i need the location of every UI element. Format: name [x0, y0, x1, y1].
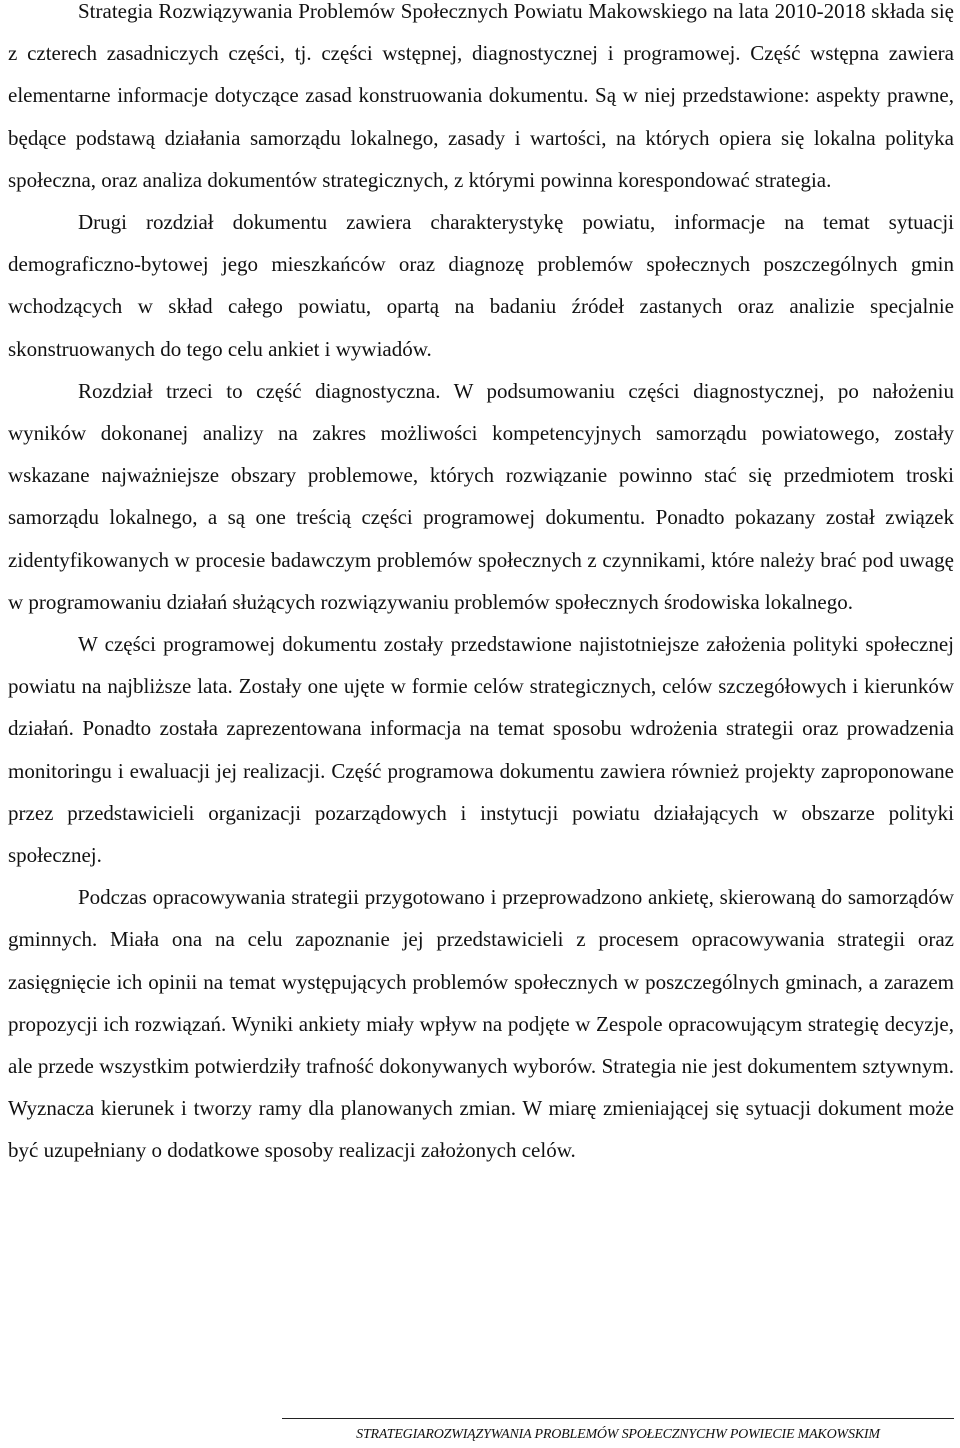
paragraph-chapter-three: Rozdział trzeci to część diagnostyczna. W podsumowaniu części diagnostycznej, po nałożeniu wyników dokonanej analizy na zakres możliwości kompetencyjnych samorządu powiatowego, zostały wskazane najważniejsze obszary problemowe, których rozwiązanie powinno stać się przedmiotem troski samorządu lokalnego, a są one treścią części programowej dokumentu. Ponadto pokazany został związek zidentyfikowanych w procesie badawczym problemów społecznych z czynnikami, które należy brać pod uwagę w programowaniu działań służących rozwiązywaniu problemów społecznych środowiska lokalnego. — [8, 378, 954, 614]
paragraph-chapter-two: Drugi rozdział dokumentu zawiera charakterystykę powiatu, informacje na temat sytuacji demograficzno-bytowej jego mieszkańców oraz diagnozę problemów społecznych poszczególnych gmin wchodzących w skład całego powiatu, opartą na badaniu źródeł zastanych oraz analizie specjalnie skonstruowanych do tego celu ankiet i wywiadów. — [8, 210, 954, 361]
footer-divider — [282, 1418, 954, 1419]
document-body — [8, 0, 954, 1172]
paragraph-intro: Strategia Rozwiązywania Problemów Społecznych Powiatu Makowskiego na lata 2010-2018 składa się z czterech zasadniczych części, tj. części wstępnej, diagnostycznej i programowej. Część wstępna zawiera elementarne informacje dotyczące zasad konstruowania dokumentu. Są w niej przedstawione: aspekty prawne, będące podstawą działania samorządu lokalnego, zasady i wartości, na których opiera się lokalna polityka społeczna, oraz analiza dokumentów strategicznych, z którymi powinna korespondować strategia. — [8, 0, 954, 192]
paragraph-survey: Podczas opracowywania strategii przygotowano i przeprowadzono ankietę, skierowaną do samorządów gminnych. Miała ona na celu zapoznanie jej przedstawicieli z procesem opracowywania strategii oraz zasięgnięcie ich opinii na temat występujących problemów społecznych w poszczególnych gminach, a zarazem propozycji ich rozwiązań. Wyniki ankiety miały wpływ na podjęte w Zespole opracowującym strategię decyzje, ale przede wszystkim potwierdziły trafność dokonywanych wyborów. Strategia nie jest dokumentem sztywnym. Wyznacza kierunek i tworzy ramy dla planowanych zmian. W miarę zmieniającej się sytuacji dokument może być uzupełniany o dodatkowe sposoby realizacji założonych celów. — [8, 885, 954, 1163]
page-footer: STRATEGIAROZWIĄZYWANIA PROBLEMÓW SPOŁECZNYCHW POWIECIE MAKOWSKIM — [356, 1427, 880, 1442]
paragraph-programme-part: W części programowej dokumentu zostały przedstawione najistotniejsze założenia polityki społecznej powiatu na najbliższe lata. Zostały one ujęte w formie celów strategicznych, celów szczegółowych i kierunków działań. Ponadto została zaprezentowana informacja na temat sposobu wdrożenia strategii oraz prowadzenia monitoringu i ewaluacji jej realizacji. Część programowa dokumentu zawiera również projekty zaproponowane przez przedstawicieli organizacji pozarządowych i instytucji powiatu działających w obszarze polityki społecznej. — [8, 632, 954, 868]
